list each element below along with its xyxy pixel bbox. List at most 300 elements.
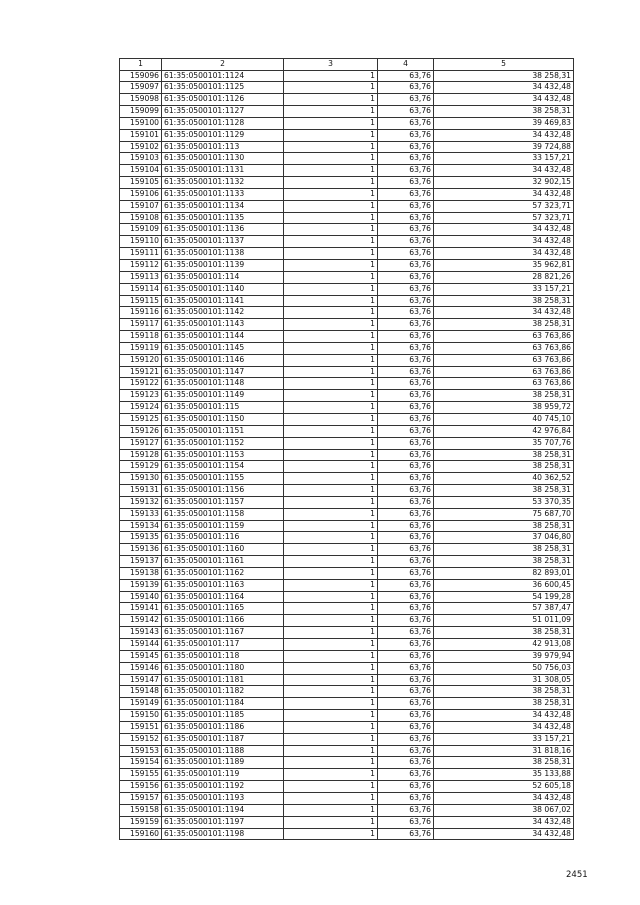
value-cell: 40 362,52 (434, 473, 574, 485)
count-cell: 1 (284, 283, 378, 295)
row-number: 159133 (120, 508, 162, 520)
column-header-5: 5 (434, 59, 574, 71)
row-number: 159150 (120, 710, 162, 722)
row-number: 159111 (120, 248, 162, 260)
table-row (120, 153, 574, 165)
area-cell: 63,76 (378, 212, 434, 224)
cadastral-number: 61:35:0500101:1150 (162, 413, 284, 425)
cadastral-number: 61:35:0500101:1167 (162, 627, 284, 639)
table-row (120, 331, 574, 343)
cadastral-number: 61:35:0500101:1160 (162, 544, 284, 556)
row-number: 159149 (120, 698, 162, 710)
row-number: 159104 (120, 165, 162, 177)
row-number: 159118 (120, 331, 162, 343)
area-cell: 63,76 (378, 544, 434, 556)
count-cell: 1 (284, 106, 378, 118)
area-cell: 63,76 (378, 804, 434, 816)
count-cell: 1 (284, 639, 378, 651)
area-cell: 63,76 (378, 532, 434, 544)
table-row (120, 260, 574, 272)
row-number: 159156 (120, 781, 162, 793)
count-cell: 1 (284, 579, 378, 591)
value-cell: 75 687,70 (434, 508, 574, 520)
value-cell: 34 432,48 (434, 721, 574, 733)
row-number: 159119 (120, 342, 162, 354)
count-cell: 1 (284, 662, 378, 674)
row-number: 159123 (120, 390, 162, 402)
area-cell: 63,76 (378, 271, 434, 283)
count-cell: 1 (284, 816, 378, 828)
cadastral-number: 61:35:0500101:1154 (162, 461, 284, 473)
cadastral-number: 61:35:0500101:1133 (162, 188, 284, 200)
row-number: 159120 (120, 354, 162, 366)
table-body (120, 70, 574, 840)
cadastral-number: 61:35:0500101:117 (162, 639, 284, 651)
table-row (120, 141, 574, 153)
cadastral-number: 61:35:0500101:1189 (162, 757, 284, 769)
table-row (120, 721, 574, 733)
cadastral-number: 61:35:0500101:1187 (162, 733, 284, 745)
count-cell: 1 (284, 236, 378, 248)
cadastral-number: 61:35:0500101:1162 (162, 567, 284, 579)
area-cell: 63,76 (378, 378, 434, 390)
area-cell: 63,76 (378, 496, 434, 508)
cadastral-number: 61:35:0500101:1194 (162, 804, 284, 816)
row-number: 159144 (120, 639, 162, 651)
cadastral-number: 61:35:0500101:1166 (162, 615, 284, 627)
value-cell: 57 323,71 (434, 200, 574, 212)
cadastral-number: 61:35:0500101:1157 (162, 496, 284, 508)
area-cell: 63,76 (378, 177, 434, 189)
count-cell: 1 (284, 354, 378, 366)
area-cell: 63,76 (378, 757, 434, 769)
cadastral-number: 61:35:0500101:113 (162, 141, 284, 153)
count-cell: 1 (284, 520, 378, 532)
cadastral-number: 61:35:0500101:1156 (162, 485, 284, 497)
value-cell: 31 308,05 (434, 674, 574, 686)
count-cell: 1 (284, 804, 378, 816)
table-row (120, 283, 574, 295)
area-cell: 63,76 (378, 627, 434, 639)
table-row (120, 710, 574, 722)
column-header-4: 4 (378, 59, 434, 71)
cadastral-number: 61:35:0500101:1124 (162, 70, 284, 82)
value-cell: 33 157,21 (434, 733, 574, 745)
area-cell: 63,76 (378, 106, 434, 118)
count-cell: 1 (284, 425, 378, 437)
area-cell: 63,76 (378, 153, 434, 165)
row-number: 159121 (120, 366, 162, 378)
value-cell: 63 763,86 (434, 378, 574, 390)
value-cell: 38 067,02 (434, 804, 574, 816)
row-number: 159125 (120, 413, 162, 425)
cadastral-number: 61:35:0500101:1125 (162, 82, 284, 94)
area-cell: 63,76 (378, 342, 434, 354)
value-cell: 34 432,48 (434, 82, 574, 94)
row-number: 159108 (120, 212, 162, 224)
area-cell: 63,76 (378, 686, 434, 698)
count-cell: 1 (284, 757, 378, 769)
count-cell: 1 (284, 710, 378, 722)
value-cell: 37 046,80 (434, 532, 574, 544)
table-row (120, 236, 574, 248)
cadastral-number: 61:35:0500101:1186 (162, 721, 284, 733)
area-cell: 63,76 (378, 354, 434, 366)
value-cell: 31 818,16 (434, 745, 574, 757)
count-cell: 1 (284, 94, 378, 106)
value-cell: 57 387,47 (434, 603, 574, 615)
table-row (120, 307, 574, 319)
cadastral-number: 61:35:0500101:1159 (162, 520, 284, 532)
count-cell: 1 (284, 781, 378, 793)
value-cell: 34 432,48 (434, 129, 574, 141)
table-row (120, 674, 574, 686)
area-cell: 63,76 (378, 236, 434, 248)
area-cell: 63,76 (378, 816, 434, 828)
table-row (120, 591, 574, 603)
area-cell: 63,76 (378, 698, 434, 710)
count-cell: 1 (284, 260, 378, 272)
value-cell: 35 133,88 (434, 769, 574, 781)
area-cell: 63,76 (378, 603, 434, 615)
table-row (120, 117, 574, 129)
count-cell: 1 (284, 319, 378, 331)
value-cell: 38 258,31 (434, 461, 574, 473)
value-cell: 38 258,31 (434, 627, 574, 639)
count-cell: 1 (284, 615, 378, 627)
value-cell: 52 605,18 (434, 781, 574, 793)
area-cell: 63,76 (378, 461, 434, 473)
cadastral-number: 61:35:0500101:1193 (162, 792, 284, 804)
cadastral-number: 61:35:0500101:1126 (162, 94, 284, 106)
row-number: 159148 (120, 686, 162, 698)
value-cell: 34 432,48 (434, 816, 574, 828)
table-row (120, 188, 574, 200)
table-row (120, 248, 574, 260)
row-number: 159106 (120, 188, 162, 200)
area-cell: 63,76 (378, 188, 434, 200)
count-cell: 1 (284, 177, 378, 189)
count-cell: 1 (284, 556, 378, 568)
count-cell: 1 (284, 402, 378, 414)
count-cell: 1 (284, 331, 378, 343)
area-cell: 63,76 (378, 331, 434, 343)
value-cell: 38 258,31 (434, 319, 574, 331)
count-cell: 1 (284, 271, 378, 283)
area-cell: 63,76 (378, 425, 434, 437)
cadastral-number: 61:35:0500101:1142 (162, 307, 284, 319)
cadastral-number: 61:35:0500101:1144 (162, 331, 284, 343)
count-cell: 1 (284, 792, 378, 804)
table-row (120, 224, 574, 236)
cadastral-number: 61:35:0500101:1164 (162, 591, 284, 603)
row-number: 159157 (120, 792, 162, 804)
count-cell: 1 (284, 485, 378, 497)
value-cell: 34 432,48 (434, 94, 574, 106)
value-cell: 36 600,45 (434, 579, 574, 591)
area-cell: 63,76 (378, 307, 434, 319)
table-row (120, 354, 574, 366)
cadastral-number: 61:35:0500101:1136 (162, 224, 284, 236)
table-row (120, 94, 574, 106)
table-row (120, 627, 574, 639)
row-number: 159154 (120, 757, 162, 769)
count-cell: 1 (284, 82, 378, 94)
count-cell: 1 (284, 769, 378, 781)
count-cell: 1 (284, 496, 378, 508)
table-row (120, 603, 574, 615)
row-number: 159116 (120, 307, 162, 319)
value-cell: 38 258,31 (434, 449, 574, 461)
row-number: 159113 (120, 271, 162, 283)
row-number: 159097 (120, 82, 162, 94)
area-cell: 63,76 (378, 117, 434, 129)
cadastral-number: 61:35:0500101:1138 (162, 248, 284, 260)
table-row (120, 82, 574, 94)
area-cell: 63,76 (378, 129, 434, 141)
area-cell: 63,76 (378, 165, 434, 177)
table-row (120, 639, 574, 651)
table-row (120, 165, 574, 177)
cadastral-number: 61:35:0500101:1182 (162, 686, 284, 698)
area-cell: 63,76 (378, 473, 434, 485)
value-cell: 63 763,86 (434, 354, 574, 366)
row-number: 159138 (120, 567, 162, 579)
cadastral-number: 61:35:0500101:1134 (162, 200, 284, 212)
cadastral-number: 61:35:0500101:1192 (162, 781, 284, 793)
count-cell: 1 (284, 567, 378, 579)
cadastral-number: 61:35:0500101:1128 (162, 117, 284, 129)
table-row (120, 437, 574, 449)
table-row (120, 556, 574, 568)
row-number: 159102 (120, 141, 162, 153)
row-number: 159152 (120, 733, 162, 745)
value-cell: 34 432,48 (434, 248, 574, 260)
table-row (120, 212, 574, 224)
value-cell: 28 821,26 (434, 271, 574, 283)
row-number: 159128 (120, 449, 162, 461)
table-row (120, 413, 574, 425)
row-number: 159129 (120, 461, 162, 473)
row-number: 159117 (120, 319, 162, 331)
row-number: 159146 (120, 662, 162, 674)
table-row (120, 828, 574, 840)
row-number: 159147 (120, 674, 162, 686)
area-cell: 63,76 (378, 437, 434, 449)
table-row (120, 461, 574, 473)
area-cell: 63,76 (378, 319, 434, 331)
table-row (120, 295, 574, 307)
value-cell: 38 258,31 (434, 485, 574, 497)
table-row (120, 342, 574, 354)
area-cell: 63,76 (378, 94, 434, 106)
count-cell: 1 (284, 390, 378, 402)
value-cell: 38 258,31 (434, 106, 574, 118)
value-cell: 32 902,15 (434, 177, 574, 189)
row-number: 159099 (120, 106, 162, 118)
row-number: 159110 (120, 236, 162, 248)
row-number: 159141 (120, 603, 162, 615)
table-row (120, 378, 574, 390)
count-cell: 1 (284, 366, 378, 378)
table-row (120, 177, 574, 189)
area-cell: 63,76 (378, 295, 434, 307)
row-number: 159112 (120, 260, 162, 272)
cadastral-number: 61:35:0500101:1163 (162, 579, 284, 591)
count-cell: 1 (284, 532, 378, 544)
table-row (120, 508, 574, 520)
cadastral-number: 61:35:0500101:1153 (162, 449, 284, 461)
count-cell: 1 (284, 461, 378, 473)
row-number: 159131 (120, 485, 162, 497)
area-cell: 63,76 (378, 674, 434, 686)
cadastral-number: 61:35:0500101:1198 (162, 828, 284, 840)
count-cell: 1 (284, 745, 378, 757)
value-cell: 38 258,31 (434, 686, 574, 698)
value-cell: 34 432,48 (434, 188, 574, 200)
cadastral-number: 61:35:0500101:1145 (162, 342, 284, 354)
table-row (120, 757, 574, 769)
cadastral-number: 61:35:0500101:1152 (162, 437, 284, 449)
cadastral-number: 61:35:0500101:1184 (162, 698, 284, 710)
page-number: 2451 (566, 870, 588, 880)
table-row (120, 402, 574, 414)
value-cell: 38 258,31 (434, 757, 574, 769)
count-cell: 1 (284, 473, 378, 485)
cadastral-number: 61:35:0500101:1185 (162, 710, 284, 722)
row-number: 159137 (120, 556, 162, 568)
cadastral-number: 61:35:0500101:1197 (162, 816, 284, 828)
value-cell: 33 157,21 (434, 283, 574, 295)
count-cell: 1 (284, 674, 378, 686)
cadastral-number: 61:35:0500101:1151 (162, 425, 284, 437)
table-row (120, 129, 574, 141)
area-cell: 63,76 (378, 745, 434, 757)
area-cell: 63,76 (378, 283, 434, 295)
area-cell: 63,76 (378, 141, 434, 153)
count-cell: 1 (284, 650, 378, 662)
area-cell: 63,76 (378, 556, 434, 568)
value-cell: 38 258,31 (434, 544, 574, 556)
count-cell: 1 (284, 248, 378, 260)
row-number: 159103 (120, 153, 162, 165)
row-number: 159130 (120, 473, 162, 485)
area-cell: 63,76 (378, 781, 434, 793)
count-cell: 1 (284, 153, 378, 165)
area-cell: 63,76 (378, 615, 434, 627)
cadastral-number: 61:35:0500101:1158 (162, 508, 284, 520)
row-number: 159143 (120, 627, 162, 639)
cadastral-number: 61:35:0500101:119 (162, 769, 284, 781)
row-number: 159115 (120, 295, 162, 307)
count-cell: 1 (284, 603, 378, 615)
count-cell: 1 (284, 733, 378, 745)
count-cell: 1 (284, 698, 378, 710)
area-cell: 63,76 (378, 366, 434, 378)
value-cell: 63 763,86 (434, 366, 574, 378)
value-cell: 54 199,28 (434, 591, 574, 603)
table-row (120, 496, 574, 508)
row-number: 159153 (120, 745, 162, 757)
cadastral-number: 61:35:0500101:1148 (162, 378, 284, 390)
count-cell: 1 (284, 508, 378, 520)
value-cell: 38 258,31 (434, 520, 574, 532)
row-number: 159145 (120, 650, 162, 662)
value-cell: 53 370,35 (434, 496, 574, 508)
value-cell: 50 756,03 (434, 662, 574, 674)
count-cell: 1 (284, 224, 378, 236)
count-cell: 1 (284, 342, 378, 354)
value-cell: 34 432,48 (434, 236, 574, 248)
cadastral-number: 61:35:0500101:1137 (162, 236, 284, 248)
value-cell: 38 258,31 (434, 556, 574, 568)
value-cell: 34 432,48 (434, 165, 574, 177)
row-number: 159105 (120, 177, 162, 189)
table-row (120, 769, 574, 781)
area-cell: 63,76 (378, 721, 434, 733)
area-cell: 63,76 (378, 733, 434, 745)
table-row (120, 579, 574, 591)
area-cell: 63,76 (378, 591, 434, 603)
cadastral-number: 61:35:0500101:1129 (162, 129, 284, 141)
value-cell: 38 258,31 (434, 295, 574, 307)
cadastral-number: 61:35:0500101:1155 (162, 473, 284, 485)
column-header-2: 2 (162, 59, 284, 71)
cadastral-number: 61:35:0500101:1131 (162, 165, 284, 177)
area-cell: 63,76 (378, 200, 434, 212)
row-number: 159107 (120, 200, 162, 212)
row-number: 159136 (120, 544, 162, 556)
area-cell: 63,76 (378, 402, 434, 414)
table-row (120, 544, 574, 556)
row-number: 159132 (120, 496, 162, 508)
table-row (120, 567, 574, 579)
table-row (120, 816, 574, 828)
value-cell: 38 258,31 (434, 390, 574, 402)
cadastral-number: 61:35:0500101:1132 (162, 177, 284, 189)
value-cell: 63 763,86 (434, 342, 574, 354)
value-cell: 38 258,31 (434, 70, 574, 82)
area-cell: 63,76 (378, 449, 434, 461)
data-table (119, 58, 574, 840)
cadastral-number: 61:35:0500101:1161 (162, 556, 284, 568)
area-cell: 63,76 (378, 70, 434, 82)
row-number: 159101 (120, 129, 162, 141)
cadastral-number: 61:35:0500101:1165 (162, 603, 284, 615)
value-cell: 34 432,48 (434, 307, 574, 319)
table-row (120, 520, 574, 532)
table-row (120, 733, 574, 745)
count-cell: 1 (284, 449, 378, 461)
cadastral-number: 61:35:0500101:118 (162, 650, 284, 662)
table-row (120, 650, 574, 662)
table-row (120, 662, 574, 674)
count-cell: 1 (284, 129, 378, 141)
count-cell: 1 (284, 378, 378, 390)
area-cell: 63,76 (378, 248, 434, 260)
area-cell: 63,76 (378, 82, 434, 94)
row-number: 159159 (120, 816, 162, 828)
value-cell: 63 763,86 (434, 331, 574, 343)
cadastral-number: 61:35:0500101:1127 (162, 106, 284, 118)
count-cell: 1 (284, 188, 378, 200)
table-header-row (120, 59, 574, 71)
count-cell: 1 (284, 413, 378, 425)
cadastral-number: 61:35:0500101:114 (162, 271, 284, 283)
column-header-1: 1 (120, 59, 162, 71)
row-number: 159135 (120, 532, 162, 544)
cadastral-number: 61:35:0500101:1146 (162, 354, 284, 366)
